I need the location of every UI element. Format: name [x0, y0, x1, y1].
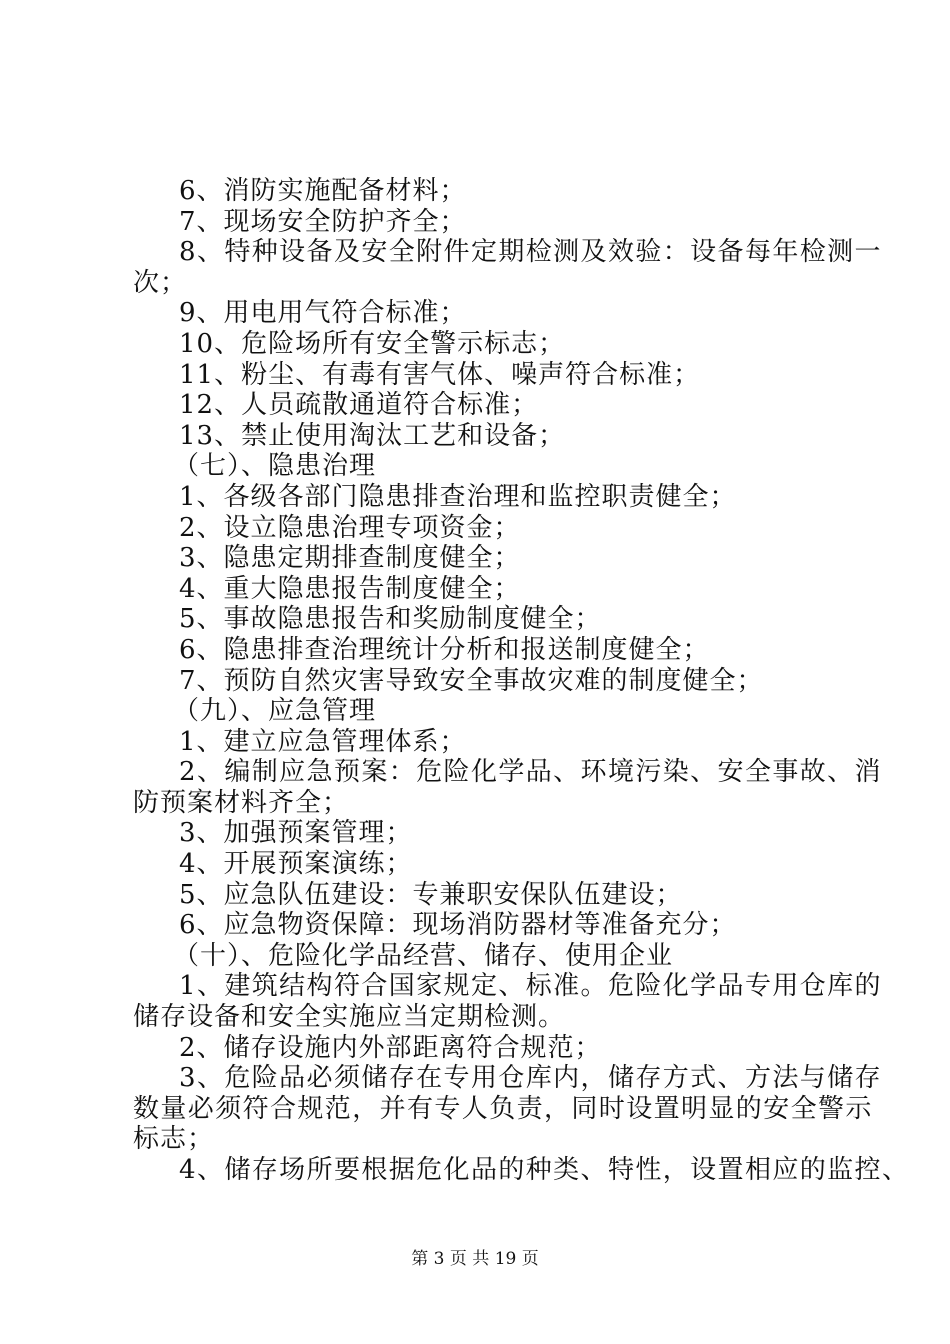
body-line: 12、人员疏散通道符合标准； [179, 390, 539, 421]
body-line: 标志； [133, 1124, 215, 1155]
body-line: 2、设立隐患治理专项资金； [179, 512, 521, 543]
body-line: 6、消防实施配备材料； [179, 176, 467, 206]
page-number-footer: 第 3 页 共 19 页 [411, 1249, 539, 1269]
section-heading: （十）、危险化学品经营、储存、使用企业 [173, 940, 674, 971]
body-line: 6、应急物资保障：现场消防器材等准备充分； [179, 910, 737, 941]
body-line: 储存设备和安全实施应当定期检测。 [133, 1002, 566, 1033]
section-heading: （七）、隐患治理 [173, 451, 377, 482]
body-line: 11、粉尘、有毒有害气体、噪声符合标准； [179, 359, 701, 390]
body-line: 4、储存场所要根据危化品的种类、特性，设置相应的监控、 [179, 1155, 910, 1185]
body-line: 3、危险品必须储存在专用仓库内，储存方式、方法与储存 [179, 1063, 882, 1094]
body-line: 1、建立应急管理体系； [179, 726, 467, 757]
body-line: 3、加强预案管理； [179, 818, 413, 849]
body-line: 5、事故隐患报告和奖励制度健全； [179, 604, 602, 635]
body-line: 10、危险场所有安全警示标志； [179, 328, 566, 359]
body-line: 2、编制应急预案：危险化学品、环境污染、安全事故、消 [179, 757, 882, 788]
body-line: 7、现场安全防护齐全； [179, 206, 467, 237]
body-line: 3、隐患定期排查制度健全； [179, 543, 521, 574]
body-line: 1、建筑结构符合国家规定、标准。危险化学品专用仓库的 [179, 971, 882, 1002]
body-line: 7、预防自然灾害导致安全事故灾难的制度健全； [179, 665, 764, 696]
body-line: 次； [133, 267, 188, 298]
document-body [133, 176, 910, 1186]
body-line: 4、开展预案演练； [179, 849, 413, 880]
body-line: 9、用电用气符合标准； [179, 298, 467, 329]
body-line: 8、特种设备及安全附件定期检测及效验：设备每年检测一 [179, 237, 882, 268]
body-line: 数量必须符合规范，并有专人负责，同时设置明显的安全警示 [133, 1093, 873, 1124]
body-line: 6、隐患排查治理统计分析和报送制度健全； [179, 634, 710, 665]
section-heading: （九）、应急管理 [173, 696, 377, 727]
body-line: 2、储存设施内外部距离符合规范； [179, 1032, 602, 1063]
body-line: 5、应急队伍建设：专兼职安保队伍建设； [179, 879, 683, 910]
body-line: 1、各级各部门隐患排查治理和监控职责健全； [179, 481, 737, 512]
body-line: 4、重大隐患报告制度健全； [179, 573, 521, 604]
body-line: 13、禁止使用淘汰工艺和设备； [179, 420, 566, 451]
body-line: 防预案材料齐全； [133, 787, 350, 818]
